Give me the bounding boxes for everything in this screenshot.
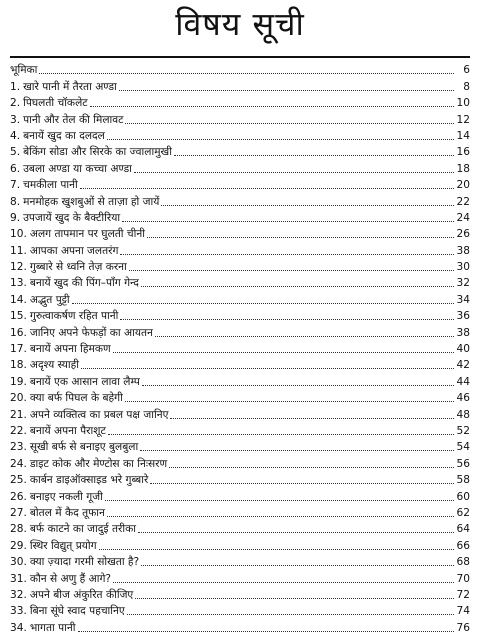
toc-entry [10, 504, 470, 520]
toc-entry-number: 22. [10, 424, 27, 437]
toc-entry-number: 24. [10, 457, 27, 470]
dot-leader [119, 90, 454, 91]
toc-entry-number: 6. [10, 162, 21, 175]
dot-leader [90, 106, 454, 107]
toc-entry [10, 192, 470, 208]
toc-entry-title: भूमिका [10, 64, 38, 77]
toc-entry [10, 438, 470, 454]
toc-entry-number: 15. [10, 310, 27, 323]
dot-leader [113, 582, 454, 583]
toc-entry-title: स्थिर विद्युत् प्रयोग [29, 539, 97, 552]
toc-entry-page: 16 [456, 146, 470, 159]
toc-entry [10, 209, 470, 225]
title-divider [10, 56, 470, 58]
dot-leader [127, 614, 454, 615]
toc-entry-title: बनायें एक आसान लावा लैम्प [29, 375, 140, 388]
toc-entry-title: बिना सूंघे स्वाद पहचानिए [29, 605, 125, 618]
toc-entry-page: 8 [463, 80, 470, 93]
toc-entry-number: 3. [10, 113, 21, 126]
toc-entry [10, 323, 470, 339]
toc-entry-number: 14. [10, 293, 27, 306]
toc-entry-number: 27. [10, 506, 27, 519]
toc-entry-title: सूखी बर्फ से बनाइए बुलबुला [29, 441, 139, 454]
dot-leader [129, 270, 454, 271]
toc-entry-title: अदृश्य स्याही [29, 359, 79, 372]
dot-leader [174, 155, 454, 156]
toc-entry [10, 94, 470, 110]
toc-entry-page: 46 [456, 392, 470, 405]
toc-entry-page: 36 [456, 310, 470, 323]
toc-entry-number: 11. [10, 244, 27, 257]
dot-leader [99, 549, 454, 550]
dot-leader [107, 139, 454, 140]
toc-entry [10, 274, 470, 290]
toc-entry [10, 618, 470, 634]
toc-entry [10, 241, 470, 257]
dot-leader [105, 500, 454, 501]
toc-entry-page: 52 [456, 424, 470, 437]
toc-entry [10, 159, 470, 175]
dot-leader [39, 73, 454, 74]
toc-entry-title: कार्बन डाइऑक्साइड भरे गुब्बारे [29, 474, 149, 487]
dot-leader [155, 336, 454, 337]
toc-entry-number: 34. [10, 621, 27, 634]
toc-entry-title: बनायें अपना हिमकण [29, 343, 111, 356]
dot-leader [72, 303, 454, 304]
toc-entry [10, 602, 470, 618]
toc-entry-page: 6 [463, 64, 470, 77]
toc-entry-title: गुरुत्वाकर्षण रहित पानी [29, 310, 119, 323]
dot-leader [120, 254, 454, 255]
toc-entry [10, 586, 470, 602]
toc-entry-page: 70 [456, 572, 470, 585]
toc-entry-number: 4. [10, 129, 21, 142]
toc-entry [10, 536, 470, 552]
toc-entry [10, 225, 470, 241]
toc-entry-page: 64 [456, 523, 470, 536]
toc-entry-page: 10 [456, 97, 470, 110]
toc-entry-title: बनाइए नकली गूजी [29, 490, 103, 503]
toc-entry-number: 32. [10, 588, 27, 601]
toc-entry-page: 38 [456, 244, 470, 257]
toc-entry-page: 34 [456, 293, 470, 306]
toc-entry-number: 13. [10, 277, 27, 290]
toc-entry [10, 127, 470, 143]
dot-leader [113, 352, 454, 353]
toc-entry [10, 176, 470, 192]
toc-entry-page: 66 [456, 539, 470, 552]
toc-entry [10, 454, 470, 470]
toc-entry-title: बेकिंग सोडा और सिरके का ज्वालामुखी [23, 146, 172, 159]
dot-leader [108, 434, 454, 435]
toc-entry-title: चमकीला पानी [23, 179, 78, 192]
toc-entry [10, 77, 470, 93]
dot-leader [107, 516, 454, 517]
toc-entry [10, 258, 470, 274]
toc-entry-title: अपने बीज अंकुरित कीजिए [29, 588, 134, 601]
toc-entry-title: क्या ज़्यादा गरमी सोखता है? [29, 556, 140, 569]
toc-entry-number: 1. [10, 80, 21, 93]
toc-entry-number: 8. [10, 195, 21, 208]
dot-leader [141, 565, 454, 566]
toc-entry-title: भागता पानी [29, 621, 76, 634]
toc-entry-page: 26 [456, 228, 470, 241]
toc-entry-number: 20. [10, 392, 27, 405]
toc-entry-page: 18 [456, 162, 470, 175]
toc-entry [10, 340, 470, 356]
toc-entry-number: 19. [10, 375, 27, 388]
dot-leader [122, 221, 454, 222]
toc-entry-title: बनायें खुद की पिंग–पॉंग गेन्द [29, 277, 139, 290]
toc-entry-page: 76 [456, 621, 470, 634]
toc-entry-number: 9. [10, 211, 21, 224]
page-title: विषय सूची [175, 5, 305, 43]
toc-entry [10, 110, 470, 126]
toc-entry-number: 30. [10, 556, 27, 569]
dot-leader [150, 483, 454, 484]
toc-entry-page: 14 [456, 129, 470, 142]
toc-entry-title: बनायें खुद का दलदल [23, 129, 105, 142]
toc-entry-title: खारे पानी में तैरता अण्डा [23, 80, 117, 93]
toc-entry-page: 48 [456, 408, 470, 421]
toc-entry [10, 290, 470, 306]
toc-entry-page: 68 [456, 556, 470, 569]
dot-leader [120, 319, 454, 320]
dot-leader [161, 205, 454, 206]
toc-entry-number: 23. [10, 441, 27, 454]
dot-leader [142, 385, 454, 386]
toc-entry [10, 405, 470, 421]
dot-leader [140, 450, 454, 451]
toc-entry-page: 62 [456, 506, 470, 519]
toc-entry-page: 22 [456, 195, 470, 208]
toc-entry-number: 18. [10, 359, 27, 372]
toc-entry [10, 61, 470, 77]
toc-entry-page: 56 [456, 457, 470, 470]
toc-entry-title: मनमोहक खुशबुओं से ताज़ा हो जायें [23, 195, 160, 208]
toc-entry-number: 26. [10, 490, 27, 503]
toc-entry-title: गुब्बारे से ध्वनि तेज़ करना [29, 261, 127, 274]
toc-entry-number: 33. [10, 605, 27, 618]
toc-entry-page: 38 [456, 326, 470, 339]
toc-entry-title: पानी और तेल की मिलावट [23, 113, 124, 126]
toc-entry-page: 72 [456, 588, 470, 601]
toc-entry-title: बर्फ काटने का जादुई तरीका [29, 523, 136, 536]
toc-entry-page: 58 [456, 474, 470, 487]
toc-entry-number: 21. [10, 408, 27, 421]
toc-entry-page: 54 [456, 441, 470, 454]
dot-leader [125, 123, 454, 124]
toc-entry [10, 307, 470, 323]
toc-entry-title: कौन से अणु हैं आगे? [29, 572, 112, 585]
toc-entry-title: जानिए अपने फेफड़ों का आयतन [29, 326, 153, 339]
toc-entry-number: 29. [10, 539, 27, 552]
toc-entry [10, 553, 470, 569]
dot-leader [147, 237, 454, 238]
toc-entry-number: 5. [10, 146, 21, 159]
toc-entry [10, 389, 470, 405]
toc-entry-page: 20 [456, 179, 470, 192]
toc-entry [10, 471, 470, 487]
toc-entry-title: आपका अपना जलतरंग [29, 244, 119, 257]
toc-entry-page: 40 [456, 343, 470, 356]
toc-entry [10, 487, 470, 503]
toc-entry-title: बोतल में कैद तूफान [29, 506, 105, 519]
toc-entry-number: 25. [10, 474, 27, 487]
toc-entry [10, 372, 470, 388]
dot-leader [170, 418, 454, 419]
toc-entry-number: 7. [10, 179, 21, 192]
toc-entry-number: 12. [10, 261, 27, 274]
toc-entry-title: क्या बर्फ पिघल के बहेगी [29, 392, 123, 405]
toc-entry-page: 24 [456, 211, 470, 224]
toc-entry-page: 30 [456, 261, 470, 274]
dot-leader [135, 598, 454, 599]
dot-leader [169, 467, 454, 468]
table-of-contents [10, 61, 470, 635]
toc-entry-page: 12 [456, 113, 470, 126]
toc-entry-title: अद्भुत पुट्टी [29, 293, 70, 306]
toc-entry [10, 143, 470, 159]
dot-leader [141, 286, 454, 287]
dot-leader [78, 631, 454, 632]
toc-entry-page: 32 [456, 277, 470, 290]
dot-leader [138, 532, 454, 533]
dot-leader [134, 172, 454, 173]
toc-entry-title: उपजायें खुद के बैक्टीरिया [23, 211, 121, 224]
toc-entry-number: 10. [10, 228, 27, 241]
toc-entry-number: 28. [10, 523, 27, 536]
toc-entry [10, 422, 470, 438]
toc-entry-number: 16. [10, 326, 27, 339]
toc-entry-title: अपने व्यक्तित्व का प्रबल पक्ष जानिए [29, 408, 169, 421]
toc-entry-title: पिघलती चॉकलेट [23, 97, 88, 110]
toc-entry [10, 569, 470, 585]
toc-entry-page: 74 [456, 605, 470, 618]
toc-entry-number: 17. [10, 343, 27, 356]
toc-entry [10, 520, 470, 536]
toc-entry-title: अलग तापमान पर घुलती चीनी [29, 228, 145, 241]
toc-entry [10, 356, 470, 372]
toc-entry-number: 2. [10, 97, 21, 110]
toc-entry-page: 42 [456, 359, 470, 372]
dot-leader [80, 188, 454, 189]
dot-leader [125, 401, 454, 402]
toc-entry-number: 31. [10, 572, 27, 585]
toc-entry-page: 44 [456, 375, 470, 388]
toc-entry-title: उबला अण्डा या कच्चा अण्डा [23, 162, 132, 175]
dot-leader [81, 368, 454, 369]
toc-entry-title: डाइट कोक और मेण्टोस का निःसरण [29, 457, 168, 470]
toc-entry-title: बनायें अपना पैराशूट [29, 424, 106, 437]
toc-entry-page: 60 [456, 490, 470, 503]
